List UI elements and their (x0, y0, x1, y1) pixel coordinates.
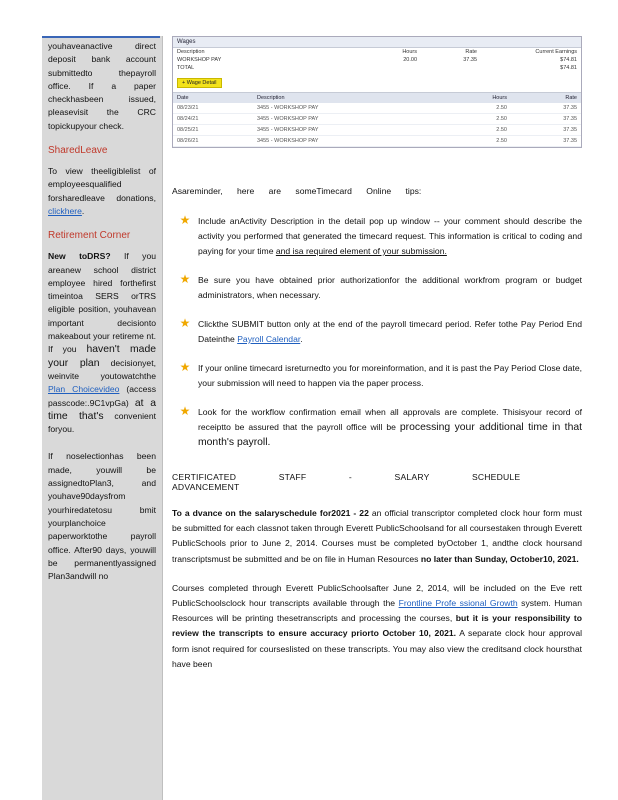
para1-text: an official transcriptor completed clock hour form must be submitted for each classnot taken through Everett PublicSchoolsand for all coursestaken through Everett PublicSchools prior to June 2, 2014. Courses must be completed byOctober 1, andthe clock hoursand transcriptsmust be submitted and be on file in Human Resources (172, 508, 582, 564)
wages-total-earnings: $74.81 (560, 65, 577, 71)
row-rate: 37.35 (563, 127, 577, 133)
para2-text-b: system. Human Resources will be printing thesetranscripts and processing the courses, (172, 598, 582, 624)
shared-leave-body: To view theeligiblelist of employeesqualified forsharedleave donations, (48, 166, 156, 203)
passcode-text: (access passcode:.9C1vpGa) (48, 384, 156, 408)
tip5-text: Look for the workflow confirmation email when all approvals are complete. Thisisyour record of receiptto be assured that the payroll office will be (198, 407, 582, 432)
row-rate: 37.35 (563, 116, 577, 122)
wage-detail-table (173, 92, 581, 147)
wages-col-hours: Hours (402, 49, 417, 55)
shared-leave-heading: SharedLeave (48, 145, 108, 157)
certificated-heading: CERTIFICATED STAFF - SALARY SCHEDULE ADVANCEMENT (172, 472, 521, 492)
wages-row-earnings: $74.81 (560, 57, 577, 63)
table-row (173, 114, 581, 125)
shared-leave-text: To view theeligiblelist of employeesqualified forsharedleave donations, clickhere. (48, 166, 156, 216)
retirement-body-2: decisionyet, weinvite youtowatchthe (48, 357, 156, 381)
retirement-text (42, 250, 162, 436)
star-icon: ★ (179, 404, 191, 418)
row-rate: 37.35 (563, 105, 577, 111)
row-date: 08/24/21 (177, 116, 199, 122)
wages-col-description: Description (177, 49, 205, 55)
row-date: 08/25/21 (177, 127, 199, 133)
wages-col-earnings: Current Earnings (535, 49, 577, 55)
plan-choice-video-link[interactable]: Plan Choicevideo (48, 384, 120, 395)
detail-col-hours: Hours (492, 95, 507, 101)
tips-list (172, 214, 582, 450)
payroll-calendar-link[interactable]: Payroll Calendar (237, 334, 301, 344)
direct-deposit-text: youhaveanactive direct deposit bank account submittedto thepayroll office. If a paper checkhasbeen issued, pleasevisit the CRC topickupyour check. (48, 41, 156, 131)
row-hours: 2.50 (496, 138, 507, 144)
star-icon: ★ (179, 213, 191, 227)
row-hours: 2.50 (496, 116, 507, 122)
detail-col-rate: Rate (565, 95, 577, 101)
star-icon: ★ (179, 360, 191, 374)
courses-paragraph (172, 581, 582, 672)
row-date: 08/23/21 (177, 105, 199, 111)
wages-row-hours: 20.00 (403, 57, 417, 63)
retirement-body: If you areanew school district employee hired forthefirst timeintoa SERS orTRS eligible position, youhavean important decisionto makeabout your retireme nt. If you (48, 251, 157, 355)
frontline-link[interactable]: Frontline Profe ssional Growth (398, 598, 518, 609)
retirement-body-4: convenient foryou. (48, 410, 156, 435)
wages-row-rate: 37.35 (463, 57, 477, 63)
row-date: 08/26/21 (177, 138, 199, 144)
tip-text (198, 214, 582, 259)
star-icon: ★ (179, 272, 191, 286)
shared-leave-link[interactable]: clickhere (48, 205, 82, 216)
wage-detail-header (173, 93, 581, 103)
list-item (172, 214, 582, 259)
tip-text: If your online timecard isreturnedto you for moreinformation, and it is past the Pay Period Close date, your submission will need to happen via the paper process. (198, 363, 582, 388)
para1-deadline: no later than Sunday, October10, 2021. (420, 553, 579, 564)
row-desc: 3455 - WORKSHOP PAY (257, 127, 319, 133)
row-hours: 2.50 (496, 105, 507, 111)
sidebar-top-rule (42, 36, 160, 38)
wages-col-rate: Rate (465, 49, 477, 55)
row-desc: 3455 - WORKSHOP PAY (257, 116, 319, 122)
detail-col-date: Date (177, 95, 189, 101)
star-icon: ★ (179, 316, 191, 330)
tip-text (198, 405, 582, 450)
detail-col-desc: Description (257, 95, 285, 101)
row-rate: 37.35 (563, 138, 577, 144)
tip5-big-text: processing your additional time in that month's payroll. (198, 422, 583, 448)
row-desc: 3455 - WORKSHOP PAY (257, 138, 319, 144)
retirement-big-text-2: at a time that's (48, 397, 156, 422)
reminder-text: Asareminder, here are someTimecard Online tips: (172, 186, 422, 196)
sidebar (42, 36, 163, 800)
table-row (173, 125, 581, 136)
wages-row-desc: WORKSHOP PAY (177, 57, 222, 63)
wages-total-label: TOTAL (177, 65, 195, 71)
wages-screenshot (172, 36, 582, 148)
retirement-big-text: haven't made your plan (48, 344, 157, 369)
para2-text-d: A separate clock hour approval form isnot required for courseslisted on these transcripts. You may also view the creditsand clock hoursthat have been (172, 628, 583, 669)
tip-text (198, 317, 582, 347)
main-content (172, 36, 582, 672)
tip1-text: Include anActivity Description in the detail pop up window -- your comment should describe the activity you performed that generated the timecard request. This information is critical to coding and paying for your time (198, 216, 582, 256)
tip3-end: . (300, 334, 303, 344)
para2-bold: but it is your responsibility to review the transcripts to ensure accuracy priorto October 10, 2021. (172, 613, 582, 639)
para1-bold: To a dvance on the salaryschedule for2021 - 22 (172, 508, 369, 518)
wage-detail-button[interactable]: + Wage Detail (177, 78, 222, 88)
list-item (172, 273, 582, 303)
salary-schedule-paragraph (172, 506, 582, 567)
wages-row (173, 56, 581, 64)
list-item (172, 361, 582, 391)
new-to-drs: New toDRS? (48, 251, 111, 262)
tip3-text: Clickthe SUBMIT button only at the end of the payroll timecard period. Refer tothe Pay Period End Dateinthe (198, 319, 582, 344)
wages-header-row (173, 48, 581, 56)
plan-assignment-text: If noselectionhas been made, youwill be assignedtoPlan3, and youhave90daysfrom yourhiredatetosu bmit yourplanchoice paperworktothe payroll office. After90 days, youwill be permanentlyassigned Plan3andwill no (48, 451, 156, 582)
para2-text: Courses completed through Everett PublicSchoolsafter June 2, 2014, will be included on the Eve rett PublicSchoolsclock hour transcripts available through the (172, 582, 582, 609)
table-row (173, 103, 581, 114)
wages-total-row (173, 64, 581, 72)
row-hours: 2.50 (496, 127, 507, 133)
table-row (173, 136, 581, 147)
retirement-corner-heading: Retirement Corner (48, 230, 131, 242)
list-item (172, 405, 582, 450)
tip-text: Be sure you have obtained prior authorizationfor the additional workfrom program or budget administrators, when necessary. (198, 275, 582, 300)
wages-title: Wages (173, 37, 581, 48)
row-desc: 3455 - WORKSHOP PAY (257, 105, 319, 111)
tip1-underlined: and isa required element of your submission. (275, 246, 447, 256)
list-item (172, 317, 582, 347)
